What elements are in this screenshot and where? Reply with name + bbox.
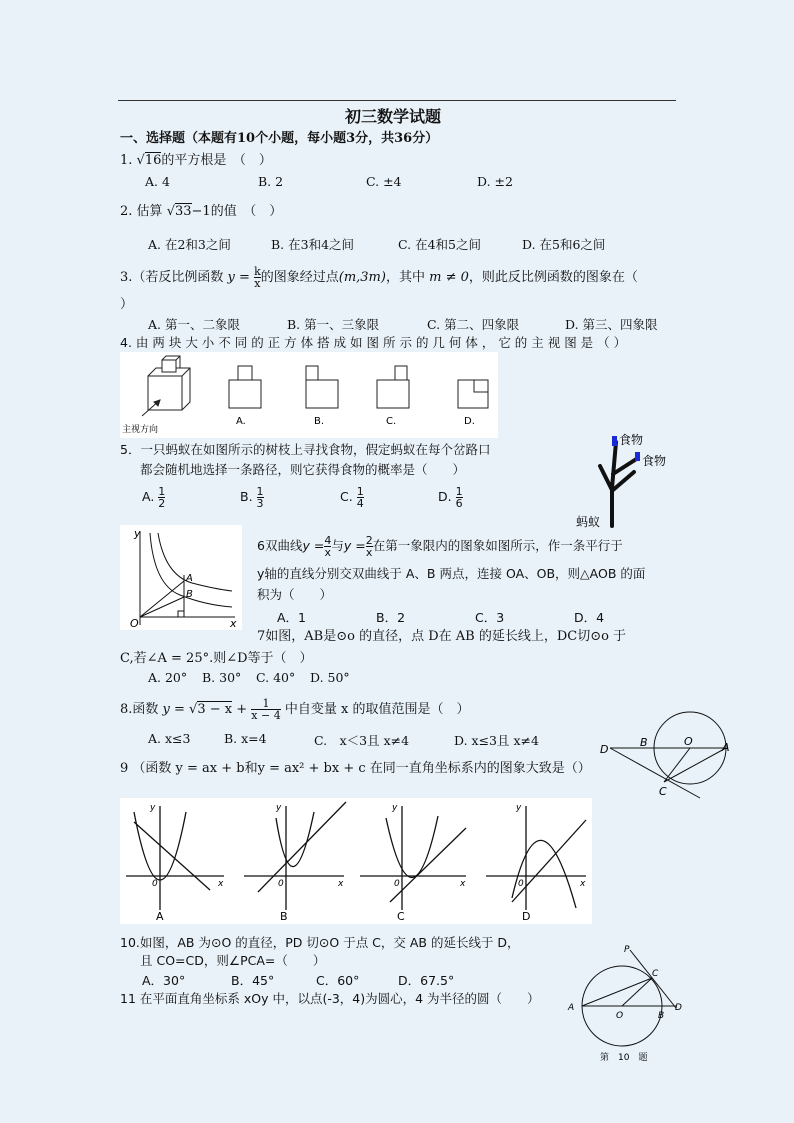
q9-label-c: C: [397, 910, 405, 923]
q7-option-c[interactable]: C. 40°: [256, 670, 296, 685]
q10-caption: 第 10 题: [600, 1053, 648, 1063]
svg-text:B: B: [640, 736, 648, 749]
question-9: 9 （函数 y = ax + b和y = ax² + bx + c 在同一直角坐标系内的图象大致是（）: [120, 761, 591, 776]
q6-graph: [120, 525, 242, 630]
svg-text:O: O: [684, 735, 693, 748]
svg-text:y: y: [134, 527, 141, 540]
page-title: 初三数学试题: [345, 107, 442, 126]
question-2: 2. 估算 √33−1的值 （ ）: [120, 204, 283, 219]
question-7-line2: C,若∠A = 25°.则∠D等于（ ）: [120, 651, 313, 666]
question-6-line3: 积为（ ）: [257, 587, 333, 602]
q6-option-d[interactable]: D．4: [574, 610, 605, 625]
question-1: 1. √16的平方根是 （ ）: [120, 153, 272, 168]
q9-label-b: B: [280, 910, 288, 923]
q7-circle-figure: [596, 706, 736, 802]
q8-option-d[interactable]: D. x≤3且 x≠4: [454, 733, 539, 748]
svg-text:A: A: [186, 573, 193, 584]
q2-option-b[interactable]: B. 在3和4之间: [271, 237, 355, 252]
q6-option-b[interactable]: B．2: [376, 610, 406, 625]
svg-text:0: 0: [152, 879, 158, 889]
q9-label-d: D: [522, 910, 531, 923]
q5-tree-figure: [572, 428, 682, 533]
svg-text:A: A: [568, 1003, 575, 1013]
question-11: 11 在平面直角坐标系 xOy 中，以点(-3，4)为圆心，4 为半径的圆（ ）: [120, 991, 540, 1006]
svg-text:B: B: [658, 1011, 665, 1021]
q4-label-d: D.: [464, 416, 475, 427]
svg-text:A: A: [722, 741, 730, 754]
food-label-2: 食物: [642, 454, 667, 468]
question-7-line1: 7如图，AB是⊙o 的直径，点 D在 AB 的延长线上，DC切⊙o 于: [257, 629, 627, 644]
header-rule: [118, 100, 676, 101]
svg-text:x: x: [460, 879, 466, 889]
q3-option-a[interactable]: A. 第一、二象限: [148, 317, 240, 332]
fraction-k-over-x: $\frac{k}{x}$: [254, 265, 261, 290]
question-5-line2: 都会随机地选择一条路径，则它获得食物的概率是（ ）: [140, 462, 466, 477]
question-3: 3.（若反比例函数 y = $\frac{k}{x}$ 的图象经过点(m,3m)，其中 m ≠ 0，则此反比例函数的图象在（: [120, 265, 638, 290]
sqrt-symbol: √: [136, 153, 145, 168]
question-3-close: ）: [120, 297, 134, 312]
svg-text:B: B: [186, 589, 193, 600]
q8-option-a[interactable]: A. x≤3: [148, 731, 191, 746]
svg-text:x: x: [230, 617, 237, 630]
svg-text:0: 0: [518, 879, 524, 889]
q4-label-c: C.: [386, 416, 397, 427]
q6-option-c[interactable]: C．3: [475, 610, 505, 625]
q3-option-c[interactable]: C. 第二、四象限: [427, 317, 520, 332]
svg-text:D: D: [600, 743, 609, 756]
q5-option-c[interactable]: C. $\frac{1}{4}$: [340, 485, 364, 510]
q4-label-a: A.: [236, 416, 246, 427]
q1-option-b[interactable]: B. 2: [258, 174, 284, 189]
svg-text:x: x: [338, 879, 344, 889]
q1-option-a[interactable]: A. 4: [145, 174, 170, 189]
svg-text:O: O: [616, 1011, 624, 1021]
q6-graph-svg: [120, 525, 242, 630]
q7-option-d[interactable]: D. 50°: [310, 670, 350, 685]
svg-text:x: x: [218, 879, 224, 889]
q5-option-d[interactable]: D. $\frac{1}{6}$: [438, 485, 463, 510]
food-marker-2: [635, 452, 640, 461]
svg-text:P: P: [624, 945, 630, 955]
q10-option-c[interactable]: C．60°: [316, 973, 360, 988]
question-10-line1: 10.如图，AB 为⊙O 的直径，PD 切⊙O 于点 C，交 AB 的延长线于 D，: [120, 935, 520, 950]
q8-option-c[interactable]: C. x＜3且 x≠4: [314, 733, 410, 748]
q1-option-c[interactable]: C. ±4: [366, 174, 402, 189]
q9-graphs: [120, 798, 592, 924]
section-heading: 一、选择题（本题有10个小题，每小题3分，共36分）: [120, 131, 439, 146]
q2-option-c[interactable]: C. 在4和5之间: [398, 237, 481, 252]
q10-option-b[interactable]: B．45°: [231, 973, 275, 988]
svg-text:y: y: [392, 803, 398, 813]
q9-label-a: A: [156, 910, 164, 923]
q4-views-svg: [120, 352, 498, 438]
svg-text:C: C: [652, 969, 659, 979]
q5-option-a[interactable]: A. $\frac{1}{2}$: [142, 485, 166, 510]
q3-option-d[interactable]: D. 第三、四象限: [565, 317, 658, 332]
svg-text:C: C: [659, 785, 667, 798]
svg-text:O: O: [130, 617, 139, 630]
ant-label: 蚂蚁: [576, 515, 601, 529]
svg-text:y: y: [150, 803, 156, 813]
question-10-line2: 且 CO=CD，则∠PCA=（ ）: [140, 953, 326, 968]
question-6-line1: 6双曲线y = $\frac{4}{x}$ 与y = $\frac{2}{x}$ 在第一象限内的图象如图所示，作一条平行于: [257, 534, 623, 559]
q1-option-d[interactable]: D. ±2: [477, 174, 513, 189]
q10-option-d[interactable]: D．67.5°: [398, 973, 455, 988]
svg-text:D: D: [675, 1003, 682, 1013]
q8-option-b[interactable]: B. x=4: [224, 731, 267, 746]
q10-circle-figure: [564, 940, 689, 1065]
svg-text:y: y: [516, 803, 522, 813]
food-label-1: 食物: [619, 433, 644, 447]
sqrt-symbol: √: [166, 204, 175, 219]
q4-figure: [120, 352, 498, 438]
q10-option-a[interactable]: A．30°: [142, 973, 186, 988]
question-8: 8.函数 y = √3 − x + $\frac{1}{x - 4}$ 中自变量 x 的取值范围是（ ）: [120, 697, 470, 722]
svg-text:0: 0: [394, 879, 400, 889]
q2-option-d[interactable]: D. 在5和6之间: [522, 237, 606, 252]
q6-option-a[interactable]: A．1: [277, 610, 307, 625]
q5-option-b[interactable]: B. $\frac{1}{3}$: [240, 485, 264, 510]
svg-text:0: 0: [278, 879, 284, 889]
question-4: 4. 由 两 块 大 小 不 同 的 正 方 体 搭 成 如 图 所 示 的 几 何 体 ， 它 的 主 视 图 是 （ ）: [120, 335, 627, 350]
food-marker-1: [612, 436, 617, 446]
question-5-line1: 5．一只蚂蚁在如图所示的树枝上寻找食物，假定蚂蚁在每个岔路口: [120, 442, 491, 457]
q2-option-a[interactable]: A. 在2和3之间: [148, 237, 231, 252]
svg-text:x: x: [580, 879, 586, 889]
q7-option-a[interactable]: A. 20°: [148, 670, 188, 685]
q9-graphs-svg: [120, 798, 592, 924]
q4-caption: 主视方向: [122, 425, 159, 435]
q3-option-b[interactable]: B. 第一、三象限: [287, 317, 380, 332]
svg-text:y: y: [276, 803, 282, 813]
q4-label-b: B.: [314, 416, 325, 427]
question-6-line2: y轴的直线分别交双曲线于 A、B 两点，连接 OA、OB，则△AOB 的面: [257, 566, 646, 581]
q7-option-b[interactable]: B. 30°: [202, 670, 242, 685]
